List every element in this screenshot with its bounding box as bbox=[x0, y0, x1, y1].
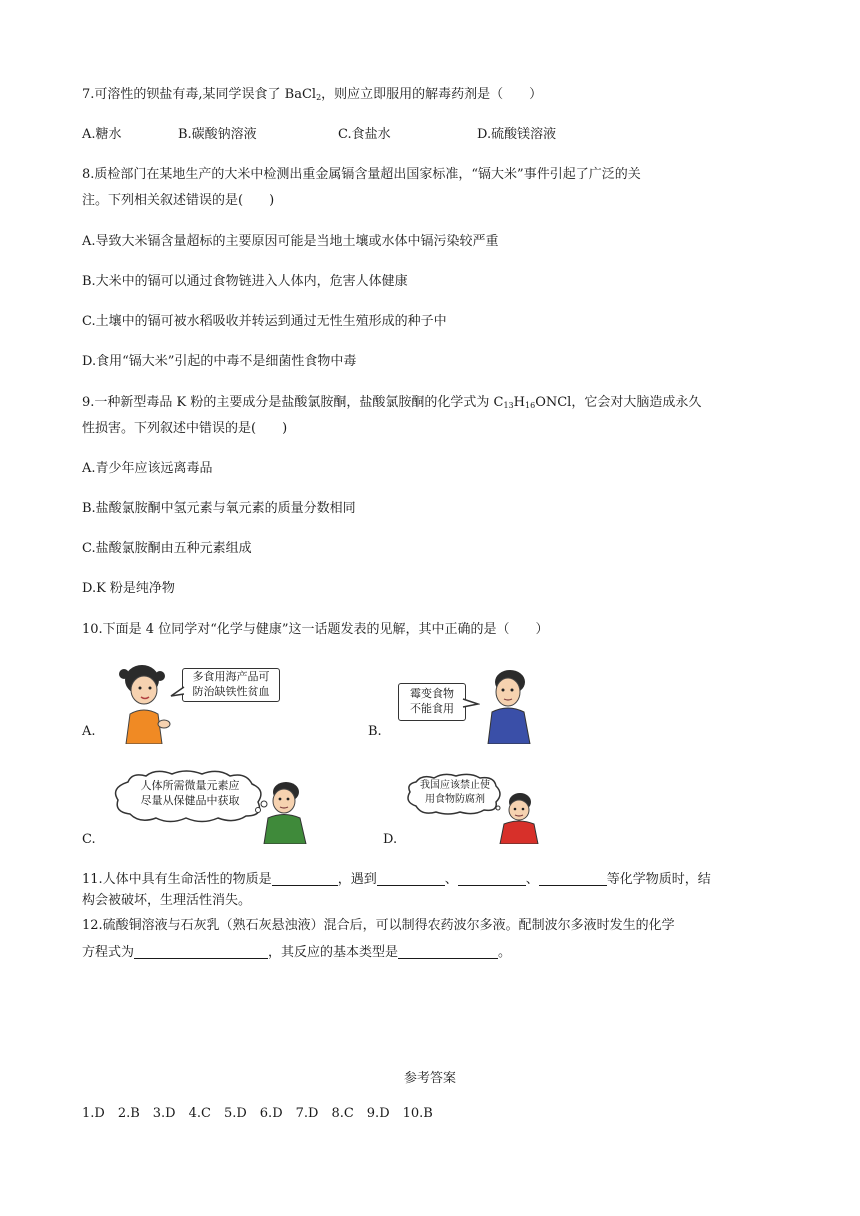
question-10-letter-d: D. bbox=[383, 832, 398, 847]
question-8-option-c: C.土壤中的镉可被水稻吸收并转运到通过无性生殖形成的种子中 bbox=[82, 314, 447, 329]
speech-bubble-d-line1: 我国应该禁止使 bbox=[420, 780, 490, 791]
speech-bubble-a-line2: 防治缺铁性贫血 bbox=[192, 685, 270, 698]
question-8-stem-line1: 8.质检部门在某地生产的大米中检测出重金属镉含量超出国家标准，“镉大米”事件引起了广泛的关 bbox=[82, 167, 641, 182]
question-9-stem-line2: 性损害。下列叙述中错误的是( ) bbox=[82, 421, 288, 436]
answers-list: 1.D 2.B 3.D 4.C 5.D 6.D 7.D 8.C 9.D 10.B bbox=[82, 1106, 433, 1121]
boy-student-red-illustration bbox=[494, 790, 544, 844]
speech-bubble-a bbox=[182, 668, 280, 702]
speech-bubble-a-line1: 多食用海产品可 bbox=[192, 670, 270, 683]
speech-bubble-a-tail bbox=[170, 686, 186, 698]
question-7-option-c: C.食盐水 bbox=[338, 127, 391, 142]
question-12-line1: 12.硫酸铜溶液与石灰乳（熟石灰悬浊液）混合后，可以制得农药波尔多液。配制波尔多液时发生的化学 bbox=[82, 918, 675, 933]
question-10-letter-a: A. bbox=[82, 724, 96, 739]
answers-title: 参考答案 bbox=[403, 1071, 456, 1086]
question-11-blank-3[interactable] bbox=[458, 871, 526, 886]
question-7-option-a: A.糖水 bbox=[82, 127, 122, 142]
question-10-letter-b: B. bbox=[368, 724, 382, 739]
question-11-line2: 构会被破坏，生理活性消失。 bbox=[82, 893, 252, 908]
speech-bubble-d-line2: 用食物防腐剂 bbox=[425, 794, 485, 805]
question-9-option-c: C.盐酸氯胺酮由五种元素组成 bbox=[82, 541, 252, 556]
girl-student-illustration bbox=[110, 662, 180, 744]
question-12-blank-equation[interactable] bbox=[134, 944, 268, 959]
question-12-blank-reaction-type[interactable] bbox=[398, 944, 498, 959]
question-8-stem-line2: 注。下列相关叙述错误的是( ) bbox=[82, 193, 275, 208]
question-8-option-a: A.导致大米镉含量超标的主要原因可能是当地土壤或水体中镉污染较严重 bbox=[82, 234, 499, 249]
speech-bubble-b-line2: 不能食用 bbox=[410, 702, 454, 715]
question-7-stem: 7.可溶性的钡盐有毒,某同学误食了 BaCl$_2$，则应立即服用的解毒药剂是（ ） bbox=[82, 87, 543, 102]
question-8-option-d: D.食用“镉大米”引起的中毒不是细菌性食物中毒 bbox=[82, 354, 357, 369]
question-9-option-a: A.青少年应该远离毒品 bbox=[82, 461, 213, 476]
question-11-blank-2[interactable] bbox=[377, 871, 445, 886]
question-9-option-b: B.盐酸氯胺酮中氢元素与氧元素的质量分数相同 bbox=[82, 501, 356, 516]
question-9-option-d: D.K 粉是纯净物 bbox=[82, 581, 175, 596]
boy-student-green-illustration bbox=[252, 776, 312, 844]
speech-bubble-b bbox=[398, 683, 466, 721]
question-7-option-b: B.碳酸钠溶液 bbox=[178, 127, 257, 142]
question-7-option-d: D.硫酸镁溶液 bbox=[477, 127, 557, 142]
question-10-stem: 10.下面是 4 位同学对“化学与健康”这一话题发表的见解，其中正确的是（ ） bbox=[82, 622, 549, 637]
question-11-blank-4[interactable] bbox=[539, 871, 607, 886]
question-9-stem-line1: 9.一种新型毒品 K 粉的主要成分是盐酸氯胺酮，盐酸氯胺酮的化学式为 $C_{13}H_{16}ONCl$，它会对大脑造成永久 bbox=[82, 395, 702, 410]
question-11-blank-1[interactable] bbox=[272, 871, 338, 886]
question-8-option-b: B.大米中的镉可以通过食物链进入人体内，危害人体健康 bbox=[82, 274, 408, 289]
boy-student-illustration bbox=[476, 664, 542, 744]
speech-bubble-c-line2: 尽量从保健品中获取 bbox=[140, 794, 240, 807]
speech-bubble-c-line1: 人体所需微量元素应 bbox=[140, 779, 240, 792]
question-10-letter-c: C. bbox=[82, 832, 96, 847]
speech-bubble-d bbox=[414, 779, 496, 809]
speech-bubble-c bbox=[126, 778, 254, 810]
question-12-line2: 方程式为 ，其反应的基本类型是 。 bbox=[82, 945, 512, 960]
question-11-line1: 11.人体中具有生命活性的物质是 ，遇到 、 、 等化学物质时，结 bbox=[82, 872, 711, 887]
speech-bubble-b-line1: 霉变食物 bbox=[410, 687, 454, 700]
